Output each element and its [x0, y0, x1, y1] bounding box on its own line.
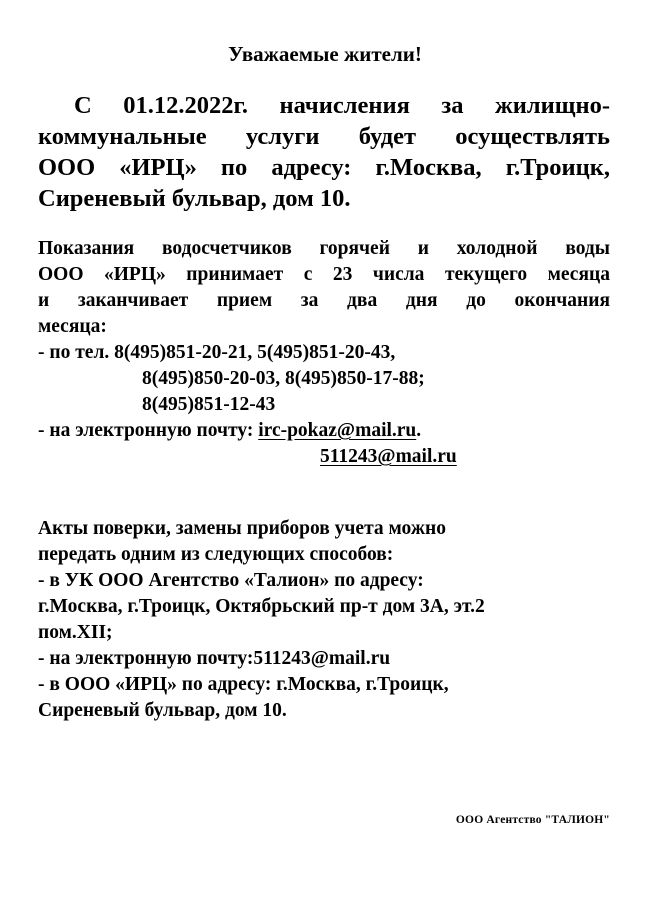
- notice-title: Уважаемые жители!: [228, 42, 422, 66]
- email-line: [38, 418, 610, 444]
- intro-line: коммунальные услуги будет осуществлять: [38, 123, 610, 150]
- phone-numbers: 8(495)851-20-21, 5(495)851-20-43,: [114, 342, 396, 363]
- phones-prefix: - по тел.: [38, 342, 115, 363]
- meters-line: и заканчивает прием за два дня до окончания: [38, 290, 610, 311]
- meters-line: месяца:: [38, 316, 107, 337]
- meter-readings-section: [38, 236, 610, 470]
- acts-line: Сиреневый бульвар, дом 10.: [38, 700, 287, 721]
- acts-line: передать одним из следующих способов:: [38, 544, 394, 565]
- phones-line: 8(495)851-12-43: [142, 394, 276, 415]
- acts-line: пом.XII;: [38, 622, 113, 643]
- email-line: [38, 444, 610, 470]
- email-suffix: .: [416, 420, 422, 441]
- acts-line: - в ООО «ИРЦ» по адресу: г.Москва, г.Троицк,: [38, 674, 449, 695]
- meters-line: ООО «ИРЦ» принимает с 23 числа текущего месяца: [38, 264, 610, 285]
- acts-line: - в УК ООО Агентство «Талион» по адресу:: [38, 570, 424, 591]
- acts-line: г.Москва, г.Троицк, Октябрьский пр-т дом 3А, эт.2: [38, 596, 485, 617]
- signature: ООО Агентство "ТАЛИОН": [455, 814, 610, 826]
- phones-line: [38, 340, 610, 366]
- intro-line: Сиреневый бульвар, дом 10.: [38, 185, 351, 212]
- email-link-irc-pokaz[interactable]: irc-pokaz@mail.ru: [258, 420, 417, 441]
- email-prefix: - на электронную почту:: [38, 420, 259, 441]
- intro-line: С 01.12.2022г. начисления за жилищно-: [74, 92, 610, 119]
- acts-line: - на электронную почту:511243@mail.ru: [38, 648, 391, 669]
- phones-line: 8(495)850-20-03, 8(495)850-17-88;: [142, 368, 425, 389]
- meters-line: Показания водосчетчиков горячей и холодной воды: [38, 238, 610, 259]
- acts-line: Акты поверки, замены приборов учета можно: [38, 518, 446, 539]
- intro-line: ООО «ИРЦ» по адресу: г.Москва, г.Троицк,: [38, 154, 610, 181]
- acts-section: [38, 516, 610, 724]
- intro-paragraph: [38, 90, 610, 214]
- email-link-511243[interactable]: 511243@mail.ru: [320, 446, 457, 467]
